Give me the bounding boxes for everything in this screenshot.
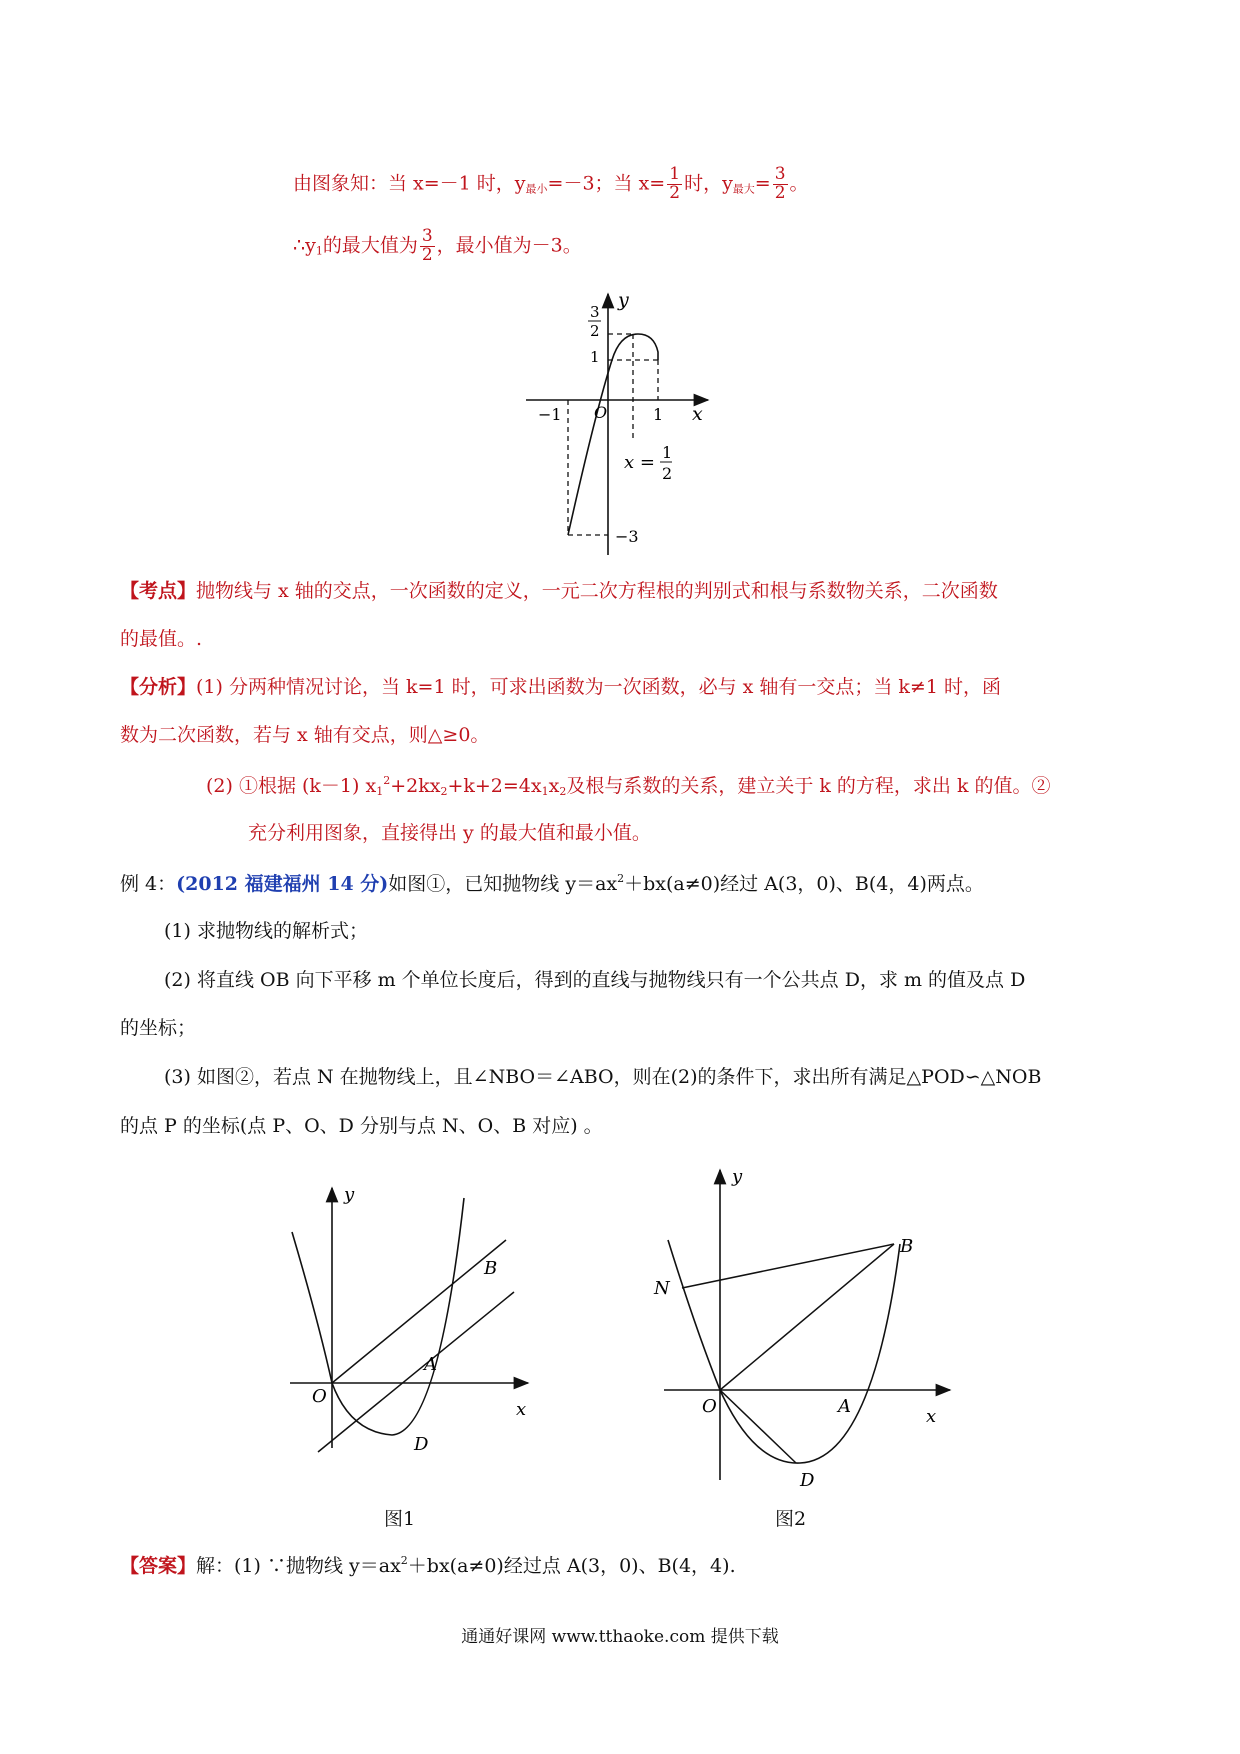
question-2-line-2: 的坐标； bbox=[120, 1017, 197, 1039]
fenxi-line-1: 【分析】(1) 分两种情况讨论，当 k=1 时，可求出函数为一次函数，必与 x 轴有一交点；当 k≠1 时，函 bbox=[120, 676, 1001, 698]
tick-3-2-num: 3 bbox=[590, 303, 600, 321]
tick-minus-1: −1 bbox=[538, 405, 562, 424]
fraction-three-halves: $\frac{3}{2}$ bbox=[421, 226, 433, 265]
figure-2 bbox=[650, 1160, 960, 1490]
fig2-O-label: O bbox=[702, 1396, 717, 1417]
fig1-x-label: x bbox=[516, 1399, 527, 1420]
tick-minus-3: −3 bbox=[615, 527, 639, 546]
page-footer: 通通好课网 www.tthaoke.com 提供下载 bbox=[461, 1627, 779, 1647]
fig2-N-label: N bbox=[654, 1278, 670, 1299]
figure-1-caption: 图1 bbox=[384, 1508, 416, 1530]
fig2-D-label: D bbox=[800, 1470, 815, 1490]
origin-label: O bbox=[594, 403, 608, 422]
kaodian-line-2: 的最值。. bbox=[120, 628, 203, 650]
question-3-line-1: (3) 如图②，若点 N 在抛物线上，且∠NBO＝∠ABO，则在(2)的条件下，求出所有满足△POD∽△NOB bbox=[164, 1066, 1042, 1088]
fig1-O-label: O bbox=[312, 1386, 327, 1407]
tick-1: 1 bbox=[590, 348, 600, 366]
question-3-line-2: 的点 P 的坐标(点 P、O、D 分别与点 N、O、B 对应) 。 bbox=[120, 1115, 603, 1137]
figure-2-caption: 图2 bbox=[775, 1508, 807, 1530]
y-label: y bbox=[618, 290, 629, 311]
question-1: (1) 求抛物线的解析式； bbox=[164, 920, 368, 942]
tick-3-2-den: 2 bbox=[590, 322, 600, 340]
fig1-D-label: D bbox=[414, 1434, 429, 1455]
figure-1 bbox=[270, 1170, 540, 1460]
fig2-x-label: x bbox=[926, 1406, 937, 1427]
fraction-half: $\frac{1}{2}$ bbox=[669, 164, 681, 203]
line-OB bbox=[332, 1240, 506, 1383]
line-OB bbox=[720, 1244, 894, 1390]
fig1-y-label: y bbox=[344, 1184, 355, 1205]
line-OD bbox=[720, 1390, 796, 1463]
fig1-A-label: A bbox=[424, 1354, 437, 1375]
example-header: 例 4：(2012 福建福州 14 分)如图①，已知抛物线 $y=ax^2+bx(a\ne 0)$经过 A(3，0)、B(4，4)两点。 bbox=[120, 872, 984, 895]
question-2-line-1: (2) 将直线 OB 向下平移 m 个单位长度后，得到的直线与抛物线只有一个公共点 D，求 m 的值及点 D bbox=[164, 969, 1026, 991]
fenxi-line-2: 数为二次函数，若与 x 轴有交点，则△≥0。 bbox=[120, 724, 490, 746]
x-half-den: 2 bbox=[662, 464, 673, 483]
fig2-A-label: A bbox=[838, 1396, 851, 1417]
conclusion-line-2: $\therefore y_1$的最大值为 $\frac{3}{2}$ ，最小值为－3。 bbox=[293, 226, 582, 265]
kaodian-line-1: 【考点】抛物线与 x 轴的交点，一次函数的定义，一元二次方程根的判别式和根与系数物关系，二次函数 bbox=[120, 580, 998, 602]
parabola bbox=[668, 1240, 900, 1463]
function-graph bbox=[520, 290, 720, 565]
line-NB bbox=[682, 1244, 894, 1288]
tick-x-1: 1 bbox=[653, 405, 664, 424]
fig1-B-label: B bbox=[484, 1258, 498, 1279]
fraction-three-halves: $\frac{3}{2}$ bbox=[774, 164, 786, 203]
fig2-B-label: B bbox=[900, 1236, 914, 1257]
answer-line: 【答案】解：(1) ∵抛物线 $y=ax^2+bx(a\ne 0)$经过点 A(3，0)、B(4，4). bbox=[120, 1554, 736, 1577]
fenxi-line-4: 充分利用图象，直接得出 y 的最大值和最小值。 bbox=[248, 822, 651, 844]
x-half-num: 1 bbox=[662, 443, 673, 462]
x-half-label: x = bbox=[624, 452, 655, 473]
line-D bbox=[318, 1292, 514, 1452]
fenxi-line-3: (2) ①根据 (k－1) $x_1^2+2kx_2+k+2=4x_1x_2$及根与系数的关系，建立关于 k 的方程，求出 k 的值。② bbox=[206, 774, 1051, 798]
conclusion-line-1: 由图象知：当 x=－1 时，$y_{最小}=-3$；当 x= $\frac{1}{2}$ 时，$y_{最大}=$ $\frac{3}{2}$ 。 bbox=[293, 164, 809, 203]
x-label: x bbox=[692, 403, 703, 425]
fig2-y-label: y bbox=[732, 1166, 743, 1187]
curve bbox=[568, 334, 658, 535]
